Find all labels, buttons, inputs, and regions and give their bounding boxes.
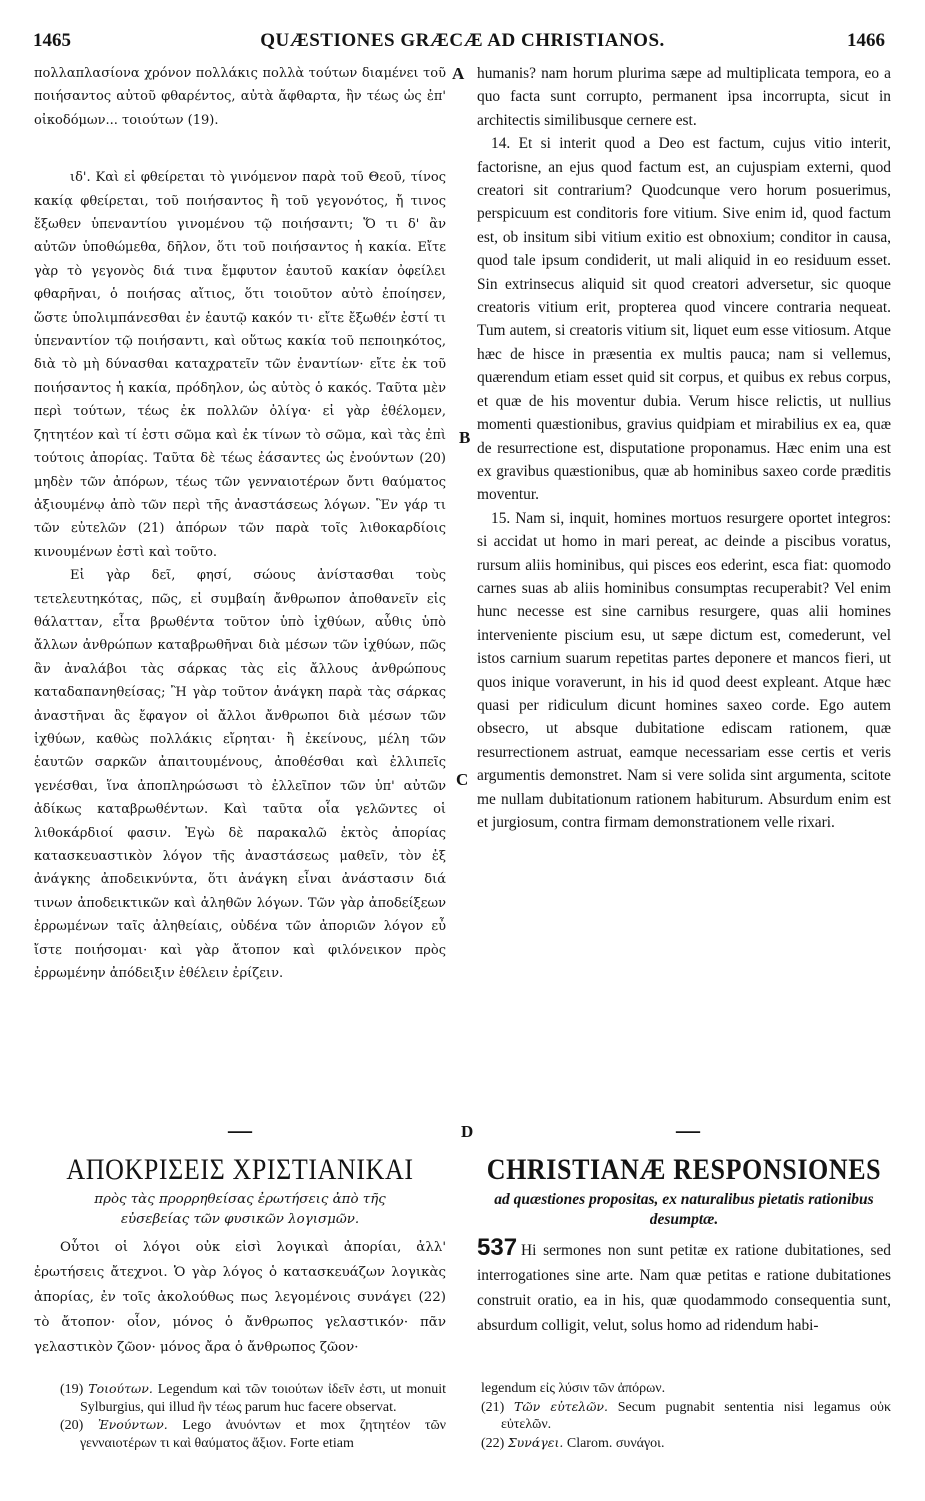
footnote-21 — [481, 1398, 891, 1434]
latin-column — [477, 62, 891, 834]
greek-paragraph-3: Εἰ γὰρ δεῖ, φησί, σώους ἀνίστασθαι τοὺς τετελευτηκότας, πῶς, εἰ συμβαίη ἄνθρωπον ἀποθανεῖν εἰς θάλατταν, εἶτα βρωθέντα τοῦτον ὑπὸ ἰχθύων, αὖθις ὑπὸ ἄλλων ἀνθρώπων καταβρωθῆναι διὰ μέσων τῶν ἰχθύων, πῶς ἂν ἀναλάβοι τὰς σάρκας τὰς εἰς ἄλλους ἀνθρώπους καταδαπανηθείσας; Ἢ γὰρ τοῦτον ἀνάγκη παρὰ τὰς σάρκας ἀναστῆναι ἃς ἔφαγον οἱ ἄλλοι ἄνθρωποι διὰ μέσων τῶν ἰχθύων, καθὼς πολλάκις εἴρηται· ἢ ἐκείνους, μέλη τῶν ἑαυτῶν σαρκῶν ἀπαιτουμένους, ἀποθέσθαι καὶ ἐλλιπεῖς γενέσθαι, ἵνα ἀποπληρώσωσι τὸ ἐλλεῖπον τῶν ὑπ' αὐτῶν ἀδίκως καταβρωθέντων. Καὶ ταῦτα οἷα γελῶντες οἱ λιθοκάρδιοί φασιν. Ἐγὼ δὲ παρακαλῶ ἐκτὸς ἀπορίας κατασκευαστικὸν λόγον τῆς ἀναστάσεως μαθεῖν, τὸν ἐξ ἀνάγκης ἀποδεικνύντα, ὅτι ἀνάγκη εἶναι ἀνάστασιν διά τινων ἀποδεικτικῶν καὶ ἀληθῶν λόγων. Τῶν γὰρ ἀποδείξεων ἐρρωμένων ταῖς ἀληθείαις, οὐδένα τῶν ἀποριῶν λόγον εὖ ἴστε ποιήσομαι· καὶ γὰρ ἄτοπον καὶ φιλόνεικον πρὸς ἐρρωμένην ἀπόδειξιν ἐθέλειν ἐρίζειν. — [34, 568, 446, 982]
footnote-19 — [60, 1380, 446, 1416]
latin-paragraph-1: humanis? nam horum plurima sæpe ad multiplicata tempora, eo a quo facta sunt corrupto, permanent ipsa incorrupta, sicut in architectis similibusque cernere est. — [477, 65, 891, 129]
footnote-continuation: legendum εἰς λύσιν τῶν ἀπόρων. — [481, 1381, 666, 1396]
greek-paragraph-2: ιδ'. Καὶ εἰ φθείρεται τὸ γινόμενον παρὰ τοῦ Θεοῦ, τίνος κακίᾳ φθείρεται, τοῦ ποιήσαντος ἢ τοῦ γεγονότος, ἤ τινος ἔξωθεν ὑπεναντίου γινομένου τῷ ποιήσαντι; Ὅ τι δ' ἂν αὐτῶν ὑποθώμεθα, δῆλον, ὅτι τοῦ ποιήσαντος ἡ κακία. Εἴτε γὰρ τὸ γεγονὸς διά τινα ἔμφυτον ἑαυτοῦ κακίαν ὀφείλει φθαρῆναι, ὁ ποιήσας αἴτιος, ὅτι τοιοῦτον αὐτὸ ἐποίησεν, ὥστε ὑπολιμπάνεσθαι ἐν ἑαυτῷ κακόν τι· εἴτε ἔξωθέν ἐστί τι ὑπεναντίον τῷ ποιήσαντι, καὶ οὕτως κακία τοῦ πεποιηκότος, διὰ τὸ μὴ δύνασθαι καταχρατεῖν τῶν ἐναντίων· εἴτε ἐκ τοῦ ποιήσαντος ἡ κακία, πρόδηλον, ὡς αὐτὸς ὁ κακός. Ταῦτα μὲν περὶ τούτων, τέως ἐκ πολλῶν ὀλίγα· εἰ γὰρ ἐθέλομεν, ζητητέον καὶ τί ἐστι σῶμα καὶ ἐκ τίνων τὸ σῶμα, καὶ τὰς ἐπὶ τούτοις ἀπορίας. Ταῦτα δὲ τέως ἐάσαντες ὡς ἐνούντων (20) μηδὲν τῶν ἀπόρων, τέως τῶν γενναιοτέρων ὄντι θαύματος ἀξιουμένῳ ἀπὸ τῶν περὶ τῆς ἀναστάσεως λόγων. Ἓν γάρ τι τῶν εὐτελῶν (21) ἀπόρων τῶν παρὰ τοῖς λιθοκαρδίοις κινουμένων ἐστὶ καὶ τοῦτο. — [34, 170, 446, 560]
footnotes-latin — [481, 1380, 891, 1452]
latin-section-text: Hi sermones non sunt petitæ ex ratione dubitationes, sed interrogationes sine arte. Nam quæ petitas e ratione dubitationes construit oratio, ea in his, quæ quodammodo consequentia sunt, absurdum colligit, velut, solus homo ad ridendum habi- — [477, 1242, 891, 1334]
footnote-number: (21) — [481, 1399, 505, 1415]
margin-mark-d: D — [461, 1122, 474, 1141]
page-number-right: 1466 — [847, 30, 885, 51]
latin-paragraph-2: 14. Et si interit quod a Deo est factum, cujus vitio interit, factorisne, an ejus quod factum est, an cujuspiam externi, quod creatori sit contrarium? Quodcunque vero horum posuerimus, perspicuum est conditoris fore vitium. Sive enim id, quod factum est, ob insitum sibi vitium exitio est obnoxium; conditor in causa, quod tale ipsum condiderit, ut mali aliquid in eo residuum esset. Sin extrinsecus aliquid sit quod creatori adversetur, sic quoque creatoris vitium erit, propterea quod vincere contraria nequeat. Tum autem, si creatoris vitium sit, liquet eum esse vitiosum. Atque hæc de hisce in præsentia ex multis pauca; nam si vellemus, quærendum etiam esset quid sit corpus, et quibus ex rebus corpus, et quæ de his moventur dubia. Verum hisce relictis, ut nullius momenti quæstionibus, gravius quidpiam et mirabilius ex ea, quæ de resurrectione est, disputatione proponamus. Hæc enim una est ex gravibus quæstionibus, quæ ab hominibus saxeo corde præditis moventur. — [477, 135, 891, 504]
footnotes-greek — [60, 1380, 446, 1452]
footnote-number: (20) — [60, 1418, 84, 1433]
footnote-number: (22) — [481, 1435, 505, 1451]
footnote-number: (19) — [60, 1382, 84, 1397]
footnote-20 — [60, 1416, 446, 1452]
greek-section-title: ΑΠΟΚΡΙΣΕΙΣ ΧΡΙΣΤΙΑΝΙΚΑΙ — [66, 1152, 414, 1187]
greek-section-body: Οὗτοι οἱ λόγοι οὐκ εἰσὶ λογικαὶ ἀπορίαι, ἀλλ' ἐρωτήσεις ἄτεχνοι. Ὁ γὰρ λόγος ὁ κατασκευάζων λογικὰς ἀπορίας, ἐν τοῖς ἀκολούθως πως λεγομένοις συνάγει (22) τὸ ἄτοπον· οἷον, μόνος ὁ ἄνθρωπος γελαστικόν· πᾶν γελαστικὸν ζῶον· μόνος ἄρα ὁ ἄνθρωπος ζῶον· — [34, 1240, 446, 1355]
margin-mark-c: C — [456, 770, 469, 789]
greek-section-subtitle: πρὸς τὰς προρρηθείσας ἐρωτήσεις ἀπὸ τῆς εὐσεβείας τῶν φυσικῶν λογισμῶν. — [94, 1192, 386, 1227]
running-title: QUÆSTIONES GRÆCÆ AD CHRISTIANOS. — [260, 30, 665, 51]
separator-dash-right: — — [676, 1118, 700, 1144]
footnote-lemma: Τῶν εὐτελῶν. — [514, 1398, 608, 1414]
page-number-left: 1465 — [33, 30, 71, 51]
footnote-lemma: Συνάγει. — [507, 1434, 564, 1450]
footnote-lemma: Ἐνούντων. — [98, 1417, 168, 1432]
footnote-22 — [481, 1434, 891, 1453]
footnote-text: Lego ἀνυόντων et mox ζητητέον τῶν γενναιοτέρων τι καὶ θαύματος ἄξιον. Forte etiam — [80, 1418, 447, 1451]
latin-paragraph-3: 15. Nam si, inquit, homines mortuos resurgere oportet integros: si accidat ut homo in mari pereat, ac deinde a piscibus voratus, rursum aliis hominibus, qui pisces eos ederint, esca fiat: quomodo carnes suas ab aliis hominibus consumptas recuperabit? Vel enim hunc necesse est sine carnibus resurgere, quas alii homines interveniente piscium esu, ut sæpe dictum est, comederunt, vel istos carnium suarum repetitas partes deponere et mancos fieri, ut quos inique voraverunt, in his id quod deest expleant. Atque hæc quasi per ridiculum dicunt homines saxeo corde. Ego autem obsecro, ut absque dubitatione ediscam rationem, quæ resurrectionem astruat, eamque necessariam esse certis et veris argumentis demonstret. Nam si vere solida sint argumenta, scitote me nullam dubitationum rationem habiturum. Absurdum enim est et jurgiosum, contra firmam demonstrationem velle rixari. — [477, 509, 891, 831]
latin-section-subtitle: ad quæstiones propositas, ex naturalibus pietatis rationibus desumptæ. — [494, 1191, 874, 1228]
greek-column — [34, 62, 446, 985]
running-header — [0, 30, 925, 58]
latin-section-body — [477, 1235, 891, 1338]
latin-section-title: CHRISTIANÆ RESPONSIONES — [486, 1152, 882, 1187]
separator-dash-left: — — [228, 1118, 252, 1144]
margin-mark-a: A — [452, 64, 465, 83]
footnote-text: Clarom. συνάγοι. — [566, 1435, 665, 1451]
footnote-text: Legendum καὶ τῶν τοιούτων ἰδεῖν ἐστι, ut monuit Sylburgius, qui illud ἣν τέως parum huc facere observat. — [80, 1382, 446, 1415]
column-number: 537 — [477, 1234, 518, 1261]
footnote-lemma: Τοιούτων. — [88, 1381, 153, 1396]
margin-mark-b: B — [459, 428, 471, 447]
greek-paragraph-1: πολλαπλασίονα χρόνον πολλάκις πολλὰ τούτων διαμένει τοῦ ποιήσαντος αὐτοῦ φθαρέντος, αὐτὰ ἄφθαρτα, ἣν τέως ὡς ἐπ' οἰκοδόμων... τοιούτων (19). — [34, 66, 446, 128]
footnote-text: Secum pugnabit sententia nisi legamus οὐκ εὐτελῶν. — [501, 1399, 891, 1432]
